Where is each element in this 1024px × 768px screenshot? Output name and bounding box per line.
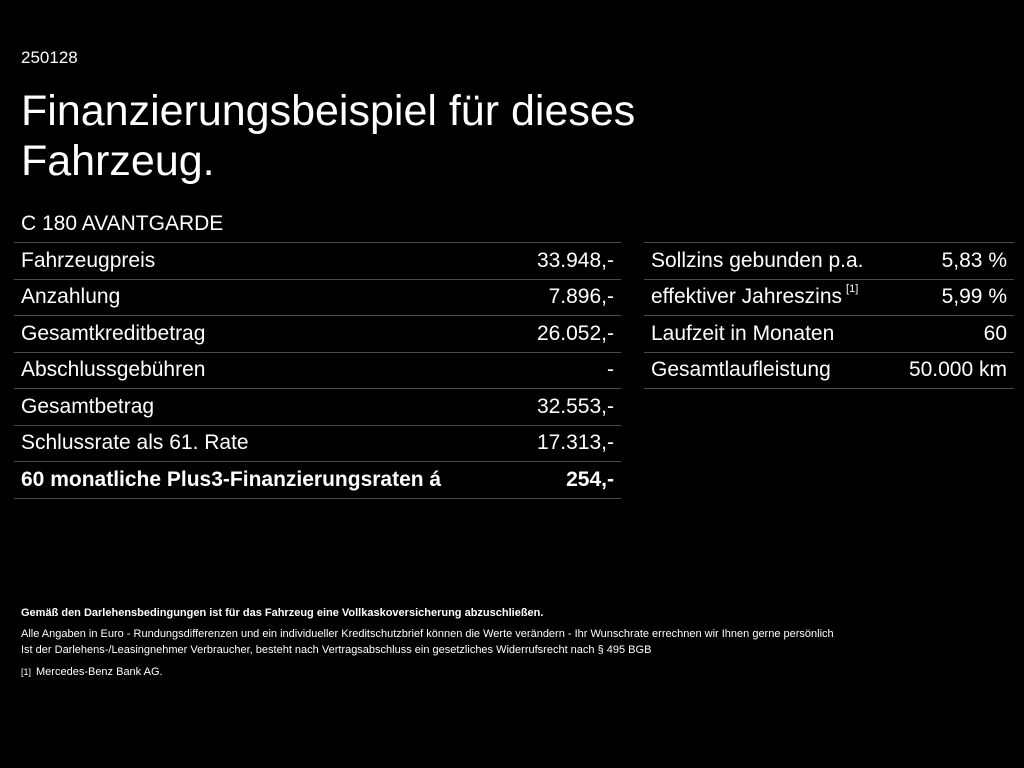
vehicle-model: C 180 AVANTGARDE: [21, 212, 224, 235]
reference-code: 250128: [21, 48, 78, 67]
disclaimer-line: Ist der Darlehens-/Leasingnehmer Verbraucher, besteht nach Vertragsabschluss ein gesetzliches Widerrufsrecht nach § 495 BGB: [21, 644, 652, 656]
row-value: 254,-: [566, 467, 614, 491]
row-value: 5,83 %: [941, 248, 1007, 272]
row-value: 5,99 %: [941, 285, 1007, 309]
disclaimer-line: Alle Angaben in Euro - Rundungsdifferenzen und ein individueller Kreditschutzbrief können die Werte verändern - Ihr Wunschrate errechnen wir Ihnen gerne persönlich: [21, 628, 834, 640]
row-label: 60 monatliche Plus3-Finanzierungsraten á: [21, 467, 442, 491]
row-label: Gesamtlaufleistung: [651, 358, 831, 382]
footnote-marker: [1]: [21, 667, 32, 677]
table-row: [14, 389, 621, 426]
row-value: 17.313,-: [536, 431, 614, 455]
page-title: Finanzierungsbeispiel für dieses Fahrzeug.: [21, 87, 636, 185]
row-label-with-footnote: [651, 285, 858, 309]
row-label: effektiver Jahreszins: [651, 285, 843, 309]
table-row: [644, 316, 1014, 353]
row-value: -: [607, 358, 614, 382]
row-label: Fahrzeugpreis: [21, 248, 156, 272]
insurance-note: Gemäß den Darlehensbedingungen ist für das Fahrzeug eine Vollkaskoversicherung abzuschließen.: [21, 607, 544, 619]
table-row: [644, 353, 1014, 390]
table-row: [14, 243, 621, 280]
footnote-marker: [1]: [846, 283, 859, 296]
row-label: Abschlussgebühren: [21, 358, 206, 382]
financing-costs-table: [14, 242, 621, 499]
table-row: [14, 353, 621, 390]
row-value: 7.896,-: [548, 285, 614, 309]
footnote-source-text: Mercedes-Benz Bank AG.: [36, 666, 163, 678]
legal-footnotes: [21, 605, 1011, 680]
table-row: [14, 280, 621, 317]
table-row: [644, 280, 1014, 317]
row-label: Laufzeit in Monaten: [651, 321, 835, 345]
row-value: 32.553,-: [536, 394, 614, 418]
table-row: [14, 426, 621, 463]
row-label: Gesamtbetrag: [21, 394, 155, 418]
row-label: Sollzins gebunden p.a.: [651, 248, 864, 272]
row-label: Schlussrate als 61. Rate: [21, 431, 249, 455]
row-label: Gesamtkreditbetrag: [21, 321, 206, 345]
row-value: 33.948,-: [536, 248, 614, 272]
row-label: Anzahlung: [21, 285, 121, 309]
table-row: [644, 243, 1014, 280]
row-value: 60: [983, 321, 1007, 345]
table-row: [14, 316, 621, 353]
footnote-source: [21, 664, 1011, 680]
financing-terms-table: [644, 242, 1014, 389]
row-value: 26.052,-: [536, 321, 614, 345]
row-value: 50.000 km: [908, 358, 1007, 382]
monthly-rate-row: [14, 462, 621, 499]
